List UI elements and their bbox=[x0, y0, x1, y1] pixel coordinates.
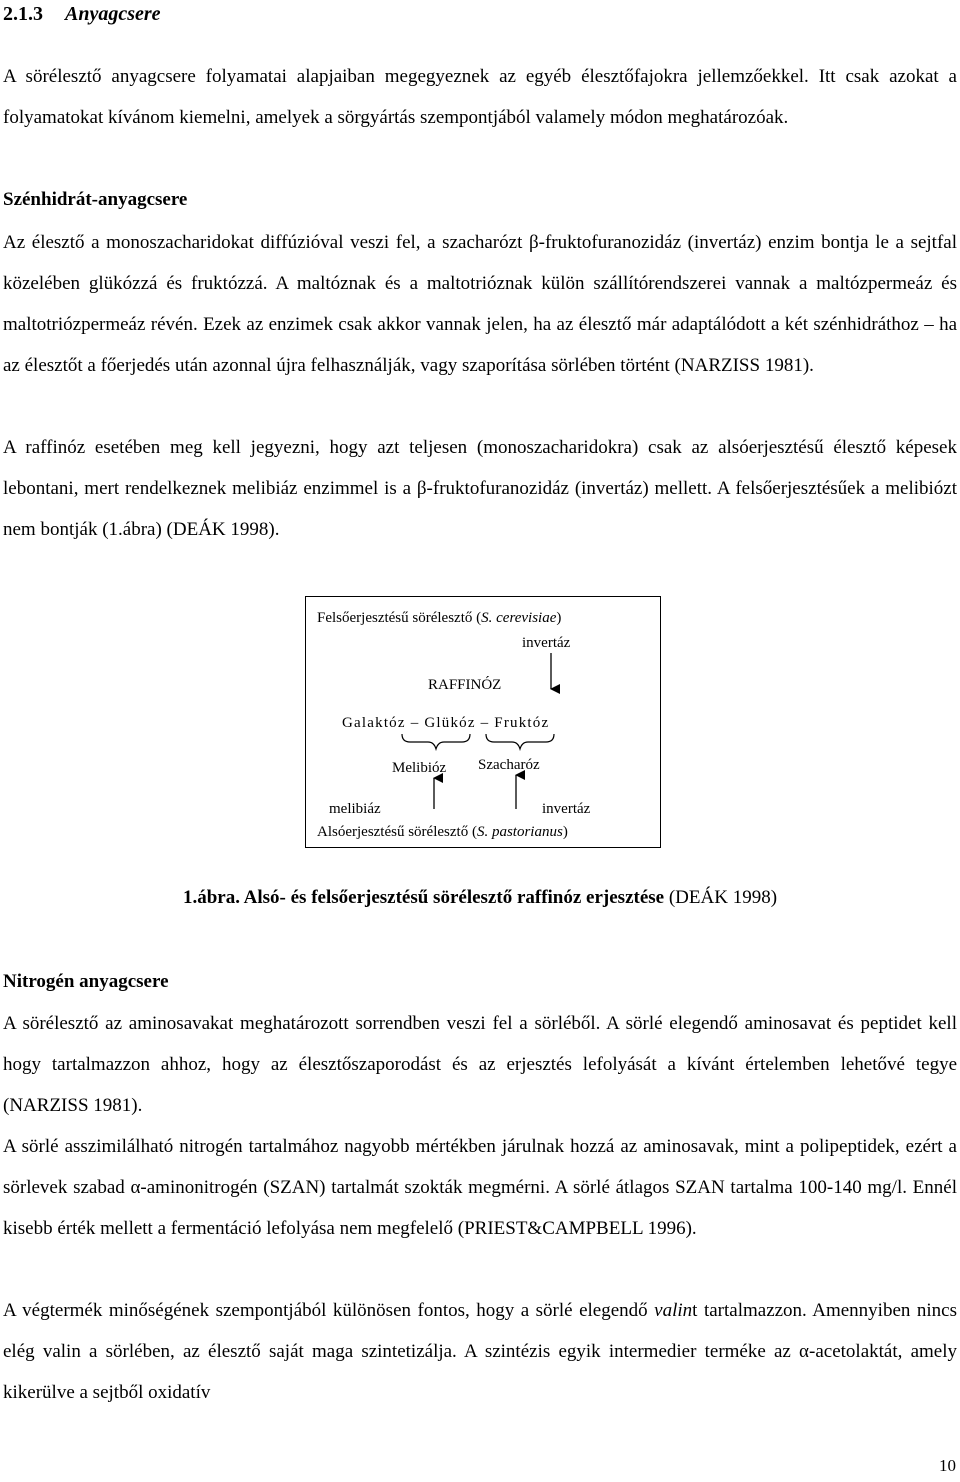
nitrogen-paragraph-2: A sörlé asszimilálható nitrogén tartalmához nagyobb mértékben járulnak hozzá az aminosavak, mint a polipeptidek, ezért a sörlevek szabad α-aminonitrogén (SZAN) tartalmát szokták megmérni. A sörlé átlagos SZAN tartalma 100-140 mg/l. Ennél kisebb érték mellett a fermentáció lefolyása nem megfelelő (PRIEST&CAMPBELL 1996). bbox=[3, 1136, 957, 1239]
carbohydrate-heading: Szénhidrát-anyagcsere bbox=[3, 189, 188, 210]
sugar-chain-label: Galaktóz – Glükóz – Fruktóz bbox=[342, 715, 550, 731]
page-number: 10 bbox=[939, 1456, 956, 1475]
nitrogen-heading: Nitrogén anyagcsere bbox=[3, 971, 169, 992]
section-number: 2.1.3 bbox=[3, 3, 43, 25]
melibiose-brace bbox=[402, 734, 470, 749]
raffinose-label: RAFFINÓZ bbox=[428, 677, 502, 693]
melibiase-label: melibiáz bbox=[329, 801, 381, 817]
nitrogen-paragraph-3: A végtermék minőségének szempontjából különösen fontos, hogy a sörlé elegendő valint tartalmazzon. Amennyiben nincs elég valin a sörlében, az élesztő saját maga szintetizálja. A szintézis egyik intermedier terméke az α-acetolaktát, amely kikerülve a sejtből oxidatív bbox=[3, 1300, 957, 1403]
intro-paragraph: A sörélesztő anyagcsere folyamatai alapjaiban megegyeznek az egyéb élesztőfajokra jellemzőekkel. Itt csak azokat a folyamatokat kívánom kiemelni, amelyek a sörgyártás szempontjából valamely módon meghatározóak. bbox=[3, 66, 957, 128]
melibiose-label: Melibióz bbox=[392, 760, 447, 776]
raffinose-diagram-svg bbox=[306, 597, 662, 849]
carbohydrate-paragraph-1: Az élesztő a monoszacharidokat diffúzióval veszi fel, a szacharózt β-fruktofuranozidáz (invertáz) enzim bontja le a sejtfal közelében glükózzá és fruktózzá. A maltóznak és a maltotrióznak külön szállítórendszerei vannak a maltózpermeáz és maltotriózpermeáz révén. Ezek az enzimek csak akkor vannak jelen, ha az élesztő már adaptálódott a két szénhidráthoz – ha az élesztőt a főerjedés után azonnal újra felhasználják, vagy szaporítása sörlében történt (NARZISS 1981). bbox=[3, 232, 957, 376]
section-heading bbox=[3, 0, 161, 28]
nitrogen-paragraph-1: A sörélesztő az aminosavakat meghatározott sorrendben veszi fel a sörléből. A sörlé elegendő aminosavat és peptidet kell hogy tartalmazzon ahhoz, hogy az élesztőszaporodást és az erjesztés lefolyását a kívánt értelemben lehetővé tegye (NARZISS 1981). bbox=[3, 1013, 957, 1116]
valine-italic: valin bbox=[654, 1300, 693, 1321]
bottom-yeast-label: Alsóerjesztésű sörélesztő (S. pastorianus) bbox=[317, 824, 568, 840]
top-yeast-label: Felsőerjesztésű sörélesztő (S. cerevisiae) bbox=[317, 610, 562, 626]
raffinose-diagram bbox=[305, 596, 661, 848]
figure-caption-label: 1.ábra. Alsó- és felsőerjesztésű sörélesztő raffinóz erjesztése bbox=[182, 887, 665, 908]
figure-caption bbox=[3, 884, 957, 912]
section-title: Anyagcsere bbox=[65, 3, 161, 25]
sucrose-brace bbox=[486, 734, 554, 749]
carbohydrate-paragraph-2: A raffinóz esetében meg kell jegyezni, hogy azt teljesen (monoszacharidokra) csak az alsóerjesztésű élesztő képesek lebontani, mert rendelkeznek melibiáz enzimmel is a β-fruktofuranozidáz (invertáz) mellett. A felsőerjesztésűek a melibiózt nem bontják (1.ábra) (DEÁK 1998). bbox=[3, 437, 957, 540]
sucrose-label: Szacharóz bbox=[478, 757, 540, 773]
invertase-top-label: invertáz bbox=[522, 635, 571, 651]
invertase-bottom-label: invertáz bbox=[542, 801, 591, 817]
figure-caption-source: (DEÁK 1998) bbox=[664, 887, 778, 908]
